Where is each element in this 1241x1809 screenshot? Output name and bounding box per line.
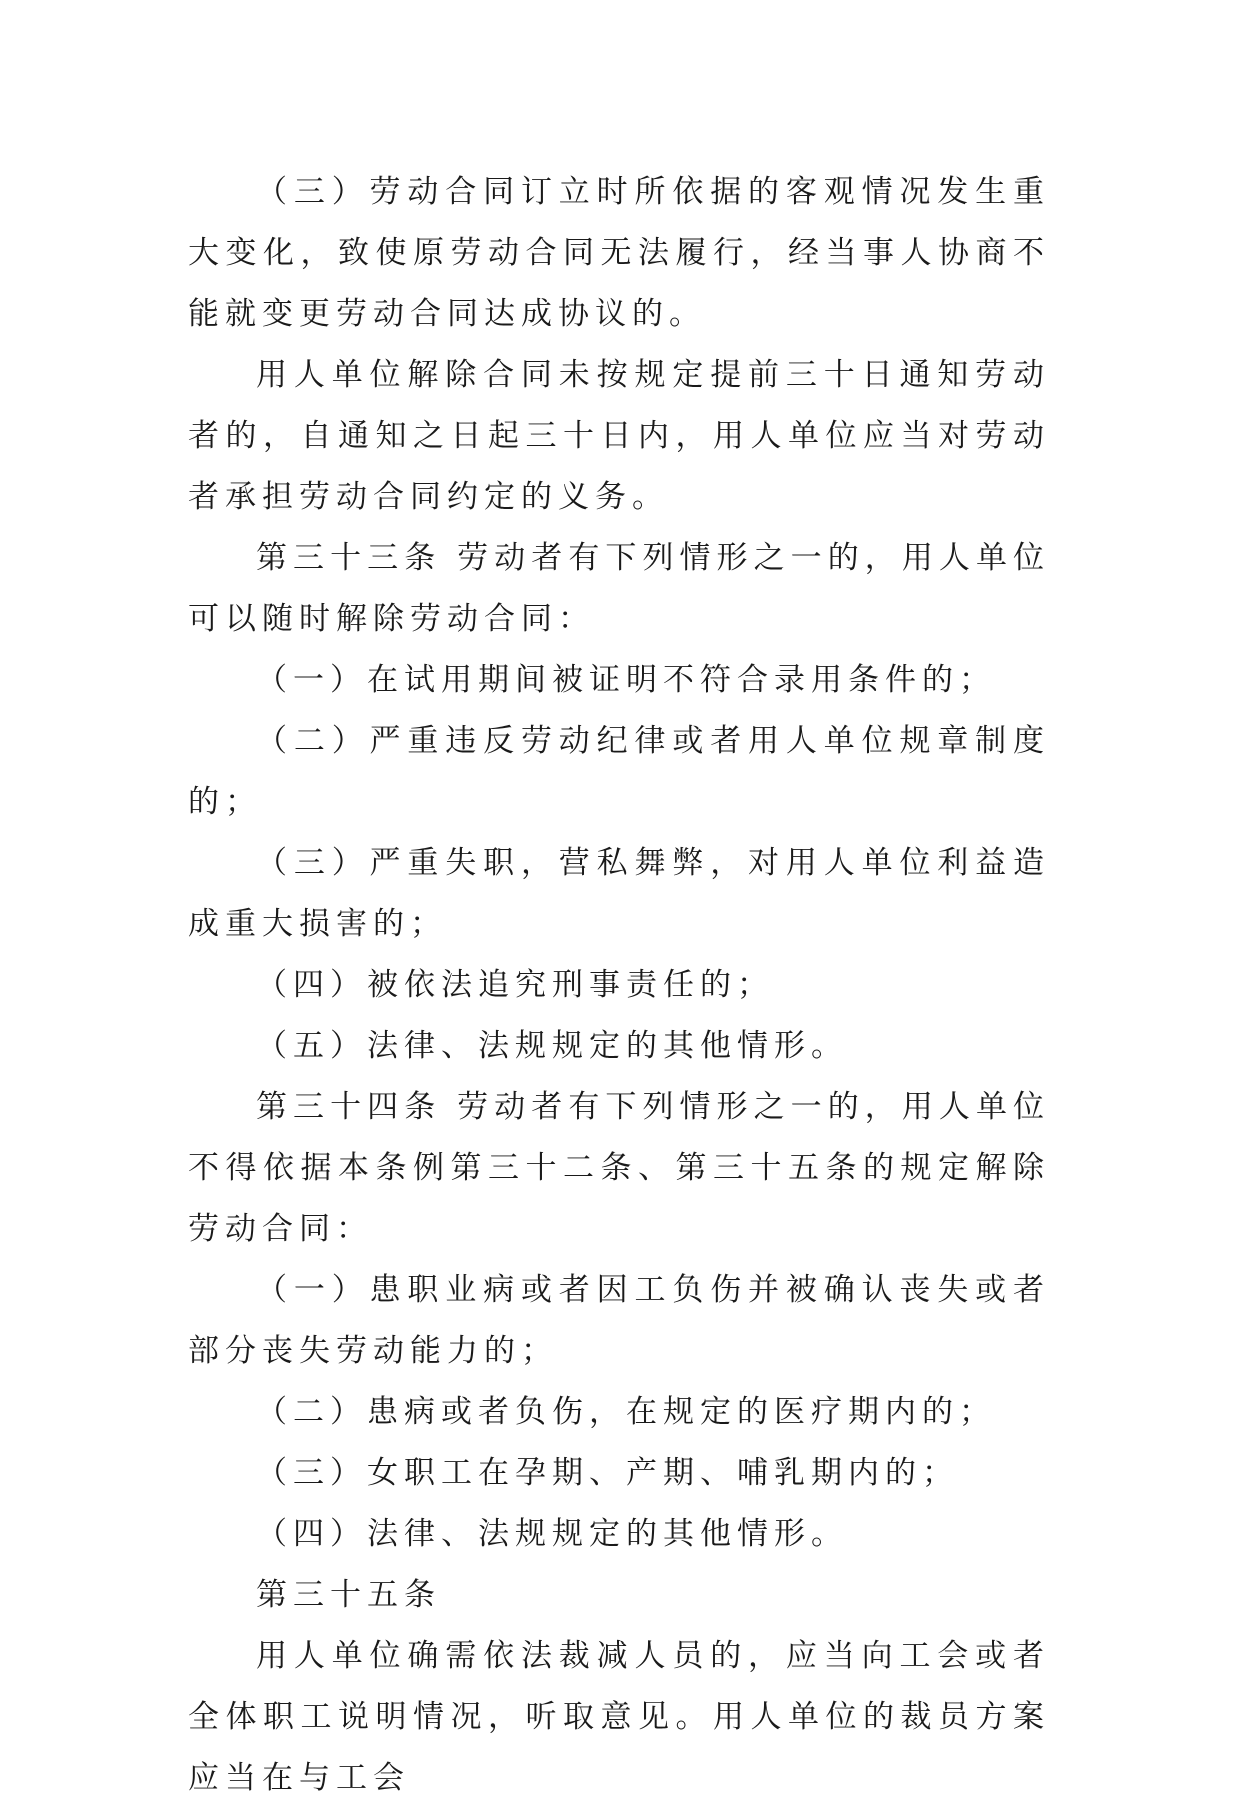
document-body	[188, 162, 1050, 1809]
list-item: （二）严重违反劳动纪律或者用人单位规章制度的；	[188, 723, 1050, 820]
paragraph: （三）劳动合同订立时所依据的客观情况发生重大变化，致使原劳动合同无法履行，经当事人协商不能就变更劳动合同达成协议的。	[188, 174, 1050, 332]
article-35-heading: 第三十五条	[256, 1577, 441, 1613]
paragraph: 用人单位解除合同未按规定提前三十日通知劳动者的，自通知之日起三十日内，用人单位应当对劳动者承担劳动合同约定的义务。	[188, 357, 1050, 515]
list-item: （一）在试用期间被证明不符合录用条件的；	[256, 662, 996, 698]
list-item: （一）患职业病或者因工负伤并被确认丧失或者部分丧失劳动能力的；	[188, 1272, 1050, 1369]
list-item: （二）患病或者负伤，在规定的医疗期内的；	[256, 1394, 996, 1430]
article-33-heading: 第三十三条 劳动者有下列情形之一的，用人单位可以随时解除劳动合同：	[188, 540, 1050, 637]
list-item: （四）法律、法规规定的其他情形。	[256, 1516, 848, 1552]
article-34-heading: 第三十四条 劳动者有下列情形之一的，用人单位不得依据本条例第三十二条、第三十五条的规定解除劳动合同：	[188, 1089, 1050, 1247]
list-item: （五）法律、法规规定的其他情形。	[256, 1028, 848, 1064]
paragraph: 用人单位确需依法裁减人员的，应当向工会或者全体职工说明情况，听取意见。用人单位的裁员方案应当在与工会	[188, 1638, 1050, 1796]
list-item: （三）女职工在孕期、产期、哺乳期内的；	[256, 1455, 959, 1491]
list-item: （四）被依法追究刑事责任的；	[256, 967, 774, 1003]
list-item: （三）严重失职，营私舞弊，对用人单位利益造成重大损害的；	[188, 845, 1050, 942]
